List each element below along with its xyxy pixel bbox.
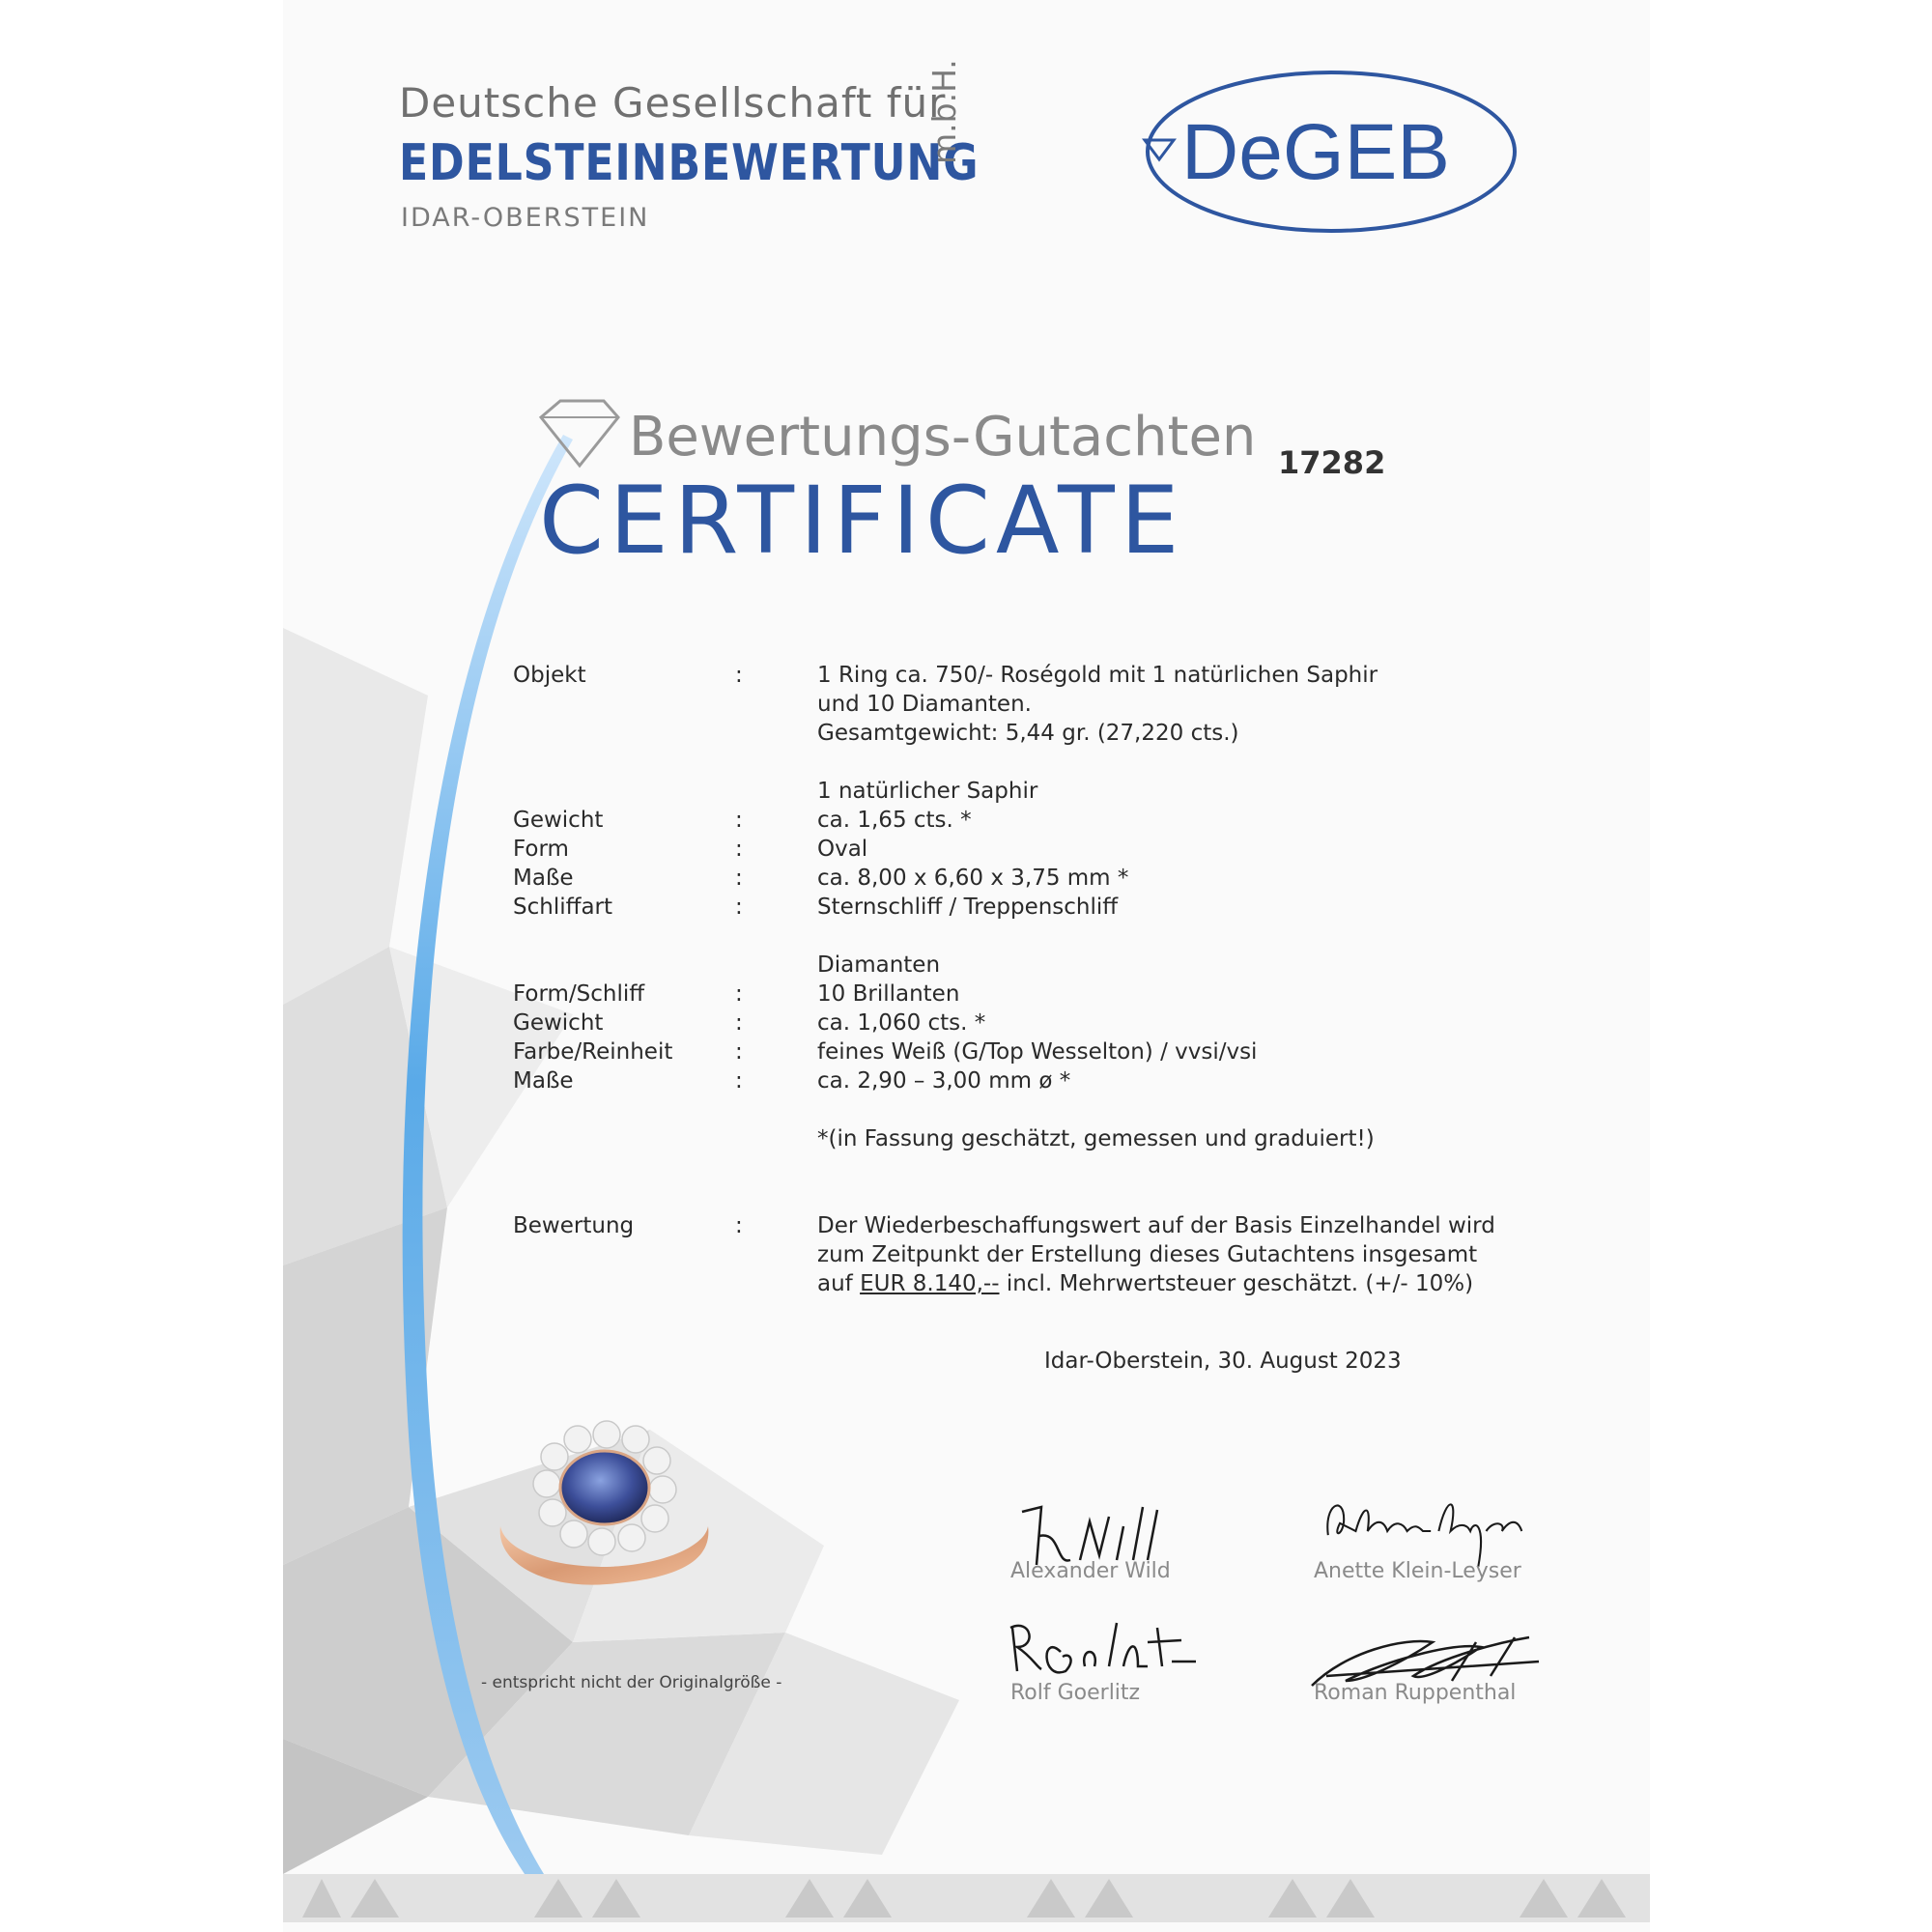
ring-photo: [491, 1420, 718, 1589]
diamond-color-clarity-value: feines Weiß (G/Top Wesselton) / vvsi/vsi: [817, 1039, 1258, 1065]
object-line: und 10 Diamanten.: [817, 692, 1032, 717]
colon: :: [735, 808, 743, 833]
diamond-dimensions-value: ca. 2,90 – 3,00 mm ø *: [817, 1068, 1071, 1094]
sapphire-shape-label: Form: [513, 837, 569, 862]
diamonds-heading: Diamanten: [817, 952, 941, 978]
estimation-note: *(in Fassung geschätzt, gemessen und graduiert!): [817, 1126, 1375, 1151]
certificate-title: CERTIFICATE: [539, 467, 1185, 575]
company-location: IDAR-OBERSTEIN: [401, 203, 650, 233]
object-line: Gesamtgewicht: 5,44 gr. (27,220 cts.): [817, 721, 1239, 746]
company-name-line1: Deutsche Gesellschaft für: [399, 79, 947, 127]
sapphire-shape-value: Oval: [817, 837, 868, 862]
sapphire-weight-label: Gewicht: [513, 808, 604, 833]
diamond-shape-label: Form/Schliff: [513, 981, 645, 1007]
sapphire-dimensions-value: ca. 8,00 x 6,60 x 3,75 mm *: [817, 866, 1129, 891]
valuation-suffix: incl. Mehrwertsteuer geschätzt. (+/- 10%): [999, 1271, 1474, 1296]
sapphire-weight-value: ca. 1,65 cts. *: [817, 808, 972, 833]
diamond-outline-icon: [536, 396, 623, 473]
diamond-weight-value: ca. 1,060 cts. *: [817, 1010, 986, 1036]
signatory-name: Alexander Wild: [1010, 1559, 1171, 1583]
colon: :: [735, 837, 743, 862]
valuation-amount: EUR 8.140,--: [860, 1271, 1000, 1296]
colon: :: [735, 1039, 743, 1065]
sapphire-cut-label: Schliffart: [513, 895, 613, 920]
image-caption: - entspricht nicht der Originalgröße -: [481, 1673, 782, 1692]
colon: :: [735, 895, 743, 920]
degeb-logo: [1133, 68, 1520, 237]
diamond-dimensions-label: Maße: [513, 1068, 574, 1094]
company-legal-form: m.b.H.: [925, 59, 963, 164]
signatory-name: Anette Klein-Leyser: [1314, 1559, 1521, 1583]
diamond-shape-value: 10 Brillanten: [817, 981, 960, 1007]
colon: :: [735, 1010, 743, 1036]
colon: :: [735, 981, 743, 1007]
certificate-number: 17282: [1278, 444, 1386, 481]
colon: :: [735, 866, 743, 891]
valuation-line: Der Wiederbeschaffungswert auf der Basis Einzelhandel wird: [817, 1213, 1495, 1238]
place-and-date: Idar-Oberstein, 30. August 2023: [1044, 1349, 1402, 1374]
sapphire-dimensions-label: Maße: [513, 866, 574, 891]
signatory-name: Rolf Goerlitz: [1010, 1681, 1141, 1705]
valuation-label: Bewertung: [513, 1213, 635, 1238]
valuation-line: [817, 1269, 1473, 1298]
object-label: Objekt: [513, 663, 586, 688]
signatory-name: Roman Ruppenthal: [1314, 1681, 1517, 1705]
sapphire-heading: 1 natürlicher Saphir: [817, 779, 1038, 804]
object-colon: :: [735, 663, 743, 688]
colon: :: [735, 1213, 743, 1238]
svg-text:DeGEB: DeGEB: [1181, 108, 1450, 196]
sapphire-cut-value: Sternschliff / Treppenschliff: [817, 895, 1119, 920]
company-name-line2: EDELSTEINBEWERTUNG: [399, 134, 980, 192]
certificate-sheet: [283, 0, 1650, 1932]
valuation-prefix: auf: [817, 1271, 861, 1296]
object-line: 1 Ring ca. 750/- Roségold mit 1 natürlichen Saphir: [817, 663, 1378, 688]
colon: :: [735, 1068, 743, 1094]
diamond-weight-label: Gewicht: [513, 1010, 604, 1036]
diamond-color-clarity-label: Farbe/Reinheit: [513, 1039, 673, 1065]
certificate-subtitle: Bewertungs-Gutachten: [629, 406, 1257, 469]
valuation-line: zum Zeitpunkt der Erstellung dieses Gutachtens insgesamt: [817, 1242, 1478, 1267]
